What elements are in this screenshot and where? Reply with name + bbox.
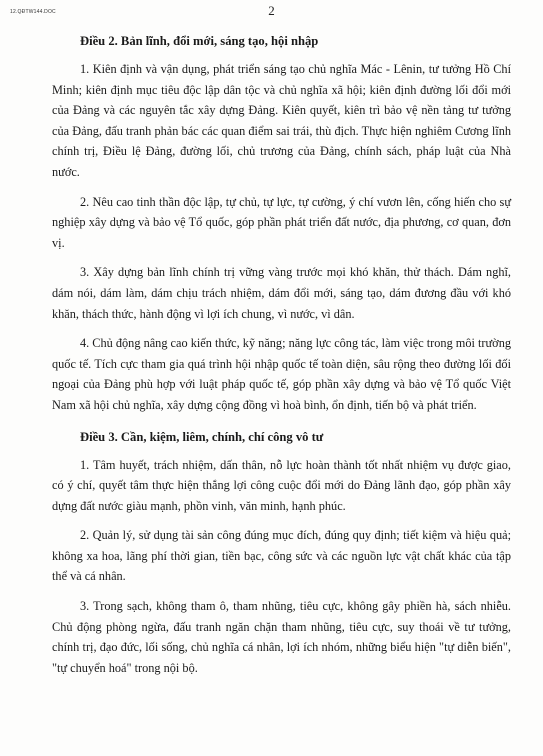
article-3-clause-3: 3. Trong sạch, không tham ô, tham nhũng, tiêu cực, không gây phiền hà, sách nhiễu. Chủ động phòng ngừa, đấu tranh ngăn chặn tham nhũng, tiêu cực, suy thoái về tư tưởng, chính trị, đạo đức, lối sống, chủ nghĩa cá nhân, lợi ích nhóm, những biểu hiện "tự diễn biến", "tự chuyển hoá" trong nội bộ. bbox=[52, 599, 511, 675]
page-number: 2 bbox=[268, 3, 275, 18]
document-code: 12.QĐTW144.DOC bbox=[10, 9, 56, 15]
document-body bbox=[52, 33, 511, 687]
article-2-clause-2: 2. Nêu cao tinh thần độc lập, tự chủ, tự lực, tự cường, ý chí vươn lên, cống hiến cho sự nghiệp xây dựng và bảo vệ Tổ quốc, góp phần phát triển đất nước, địa phương, cơ quan, đơn vị. bbox=[52, 194, 511, 250]
article-3-clause-1: 1. Tâm huyết, trách nhiệm, dấn thân, nỗ lực hoàn thành tốt nhất nhiệm vụ được giao, có ý chí, quyết tâm thực hiện thắng lợi công cuộc đổi mới do Đảng lãnh đạo, góp phần xây dựng đất nước giàu mạnh, phồn vinh, văn minh, hạnh phúc. bbox=[52, 457, 511, 513]
article-2-heading: Điều 2. Bản lĩnh, đổi mới, sáng tạo, hội nhập bbox=[80, 34, 319, 48]
article-2-clause-4: 4. Chủ động nâng cao kiến thức, kỹ năng; năng lực công tác, làm việc trong môi trường quốc tế. Tích cực tham gia quá trình hội nhập quốc tế toàn diện, sâu rộng theo đường lối đối ngoại của Đảng phù hợp với luật pháp quốc tế, góp phần xây dựng và bảo vệ Tổ quốc Việt Nam xã hội chủ nghĩa, xây dựng cộng đồng vì hoà bình, ổn định, tiến bộ và phát triển. bbox=[52, 336, 511, 412]
article-3-heading: Điều 3. Cần, kiệm, liêm, chính, chí công vô tư bbox=[80, 429, 324, 444]
article-3-clause-2: 2. Quản lý, sử dụng tài sản công đúng mục đích, đúng quy định; tiết kiệm và hiệu quả; không xa hoa, lãng phí thời gian, tiền bạc, công sức và các nguồn lực vật chất khác của tập thể và cá nhân. bbox=[52, 528, 511, 584]
article-2-clause-1: 1. Kiên định và vận dụng, phát triển sáng tạo chủ nghĩa Mác - Lênin, tư tưởng Hồ Chí Minh; kiên định mục tiêu độc lập dân tộc và chủ nghĩa xã hội; kiên định đường lối đổi mới của Đảng và các nguyên tắc xây dựng Đảng. Kiên quyết, kiên trì bảo vệ nền tảng tư tưởng của Đảng, đấu tranh phản bác các quan điểm sai trái, thù địch. Thực hiện nghiêm Cương lĩnh chính trị, Điều lệ Đảng, đường lối, chủ trương của Đảng, chính sách, pháp luật của Nhà nước. bbox=[52, 62, 511, 179]
article-2-clause-3: 3. Xây dựng bản lĩnh chính trị vững vàng trước mọi khó khăn, thử thách. Dám nghĩ, dám nói, dám làm, dám chịu trách nhiệm, dám đổi mới, sáng tạo, dám đương đầu với khó khăn, thách thức, hành động vì lợi ích chung, vì nước, vì dân. bbox=[52, 265, 511, 321]
